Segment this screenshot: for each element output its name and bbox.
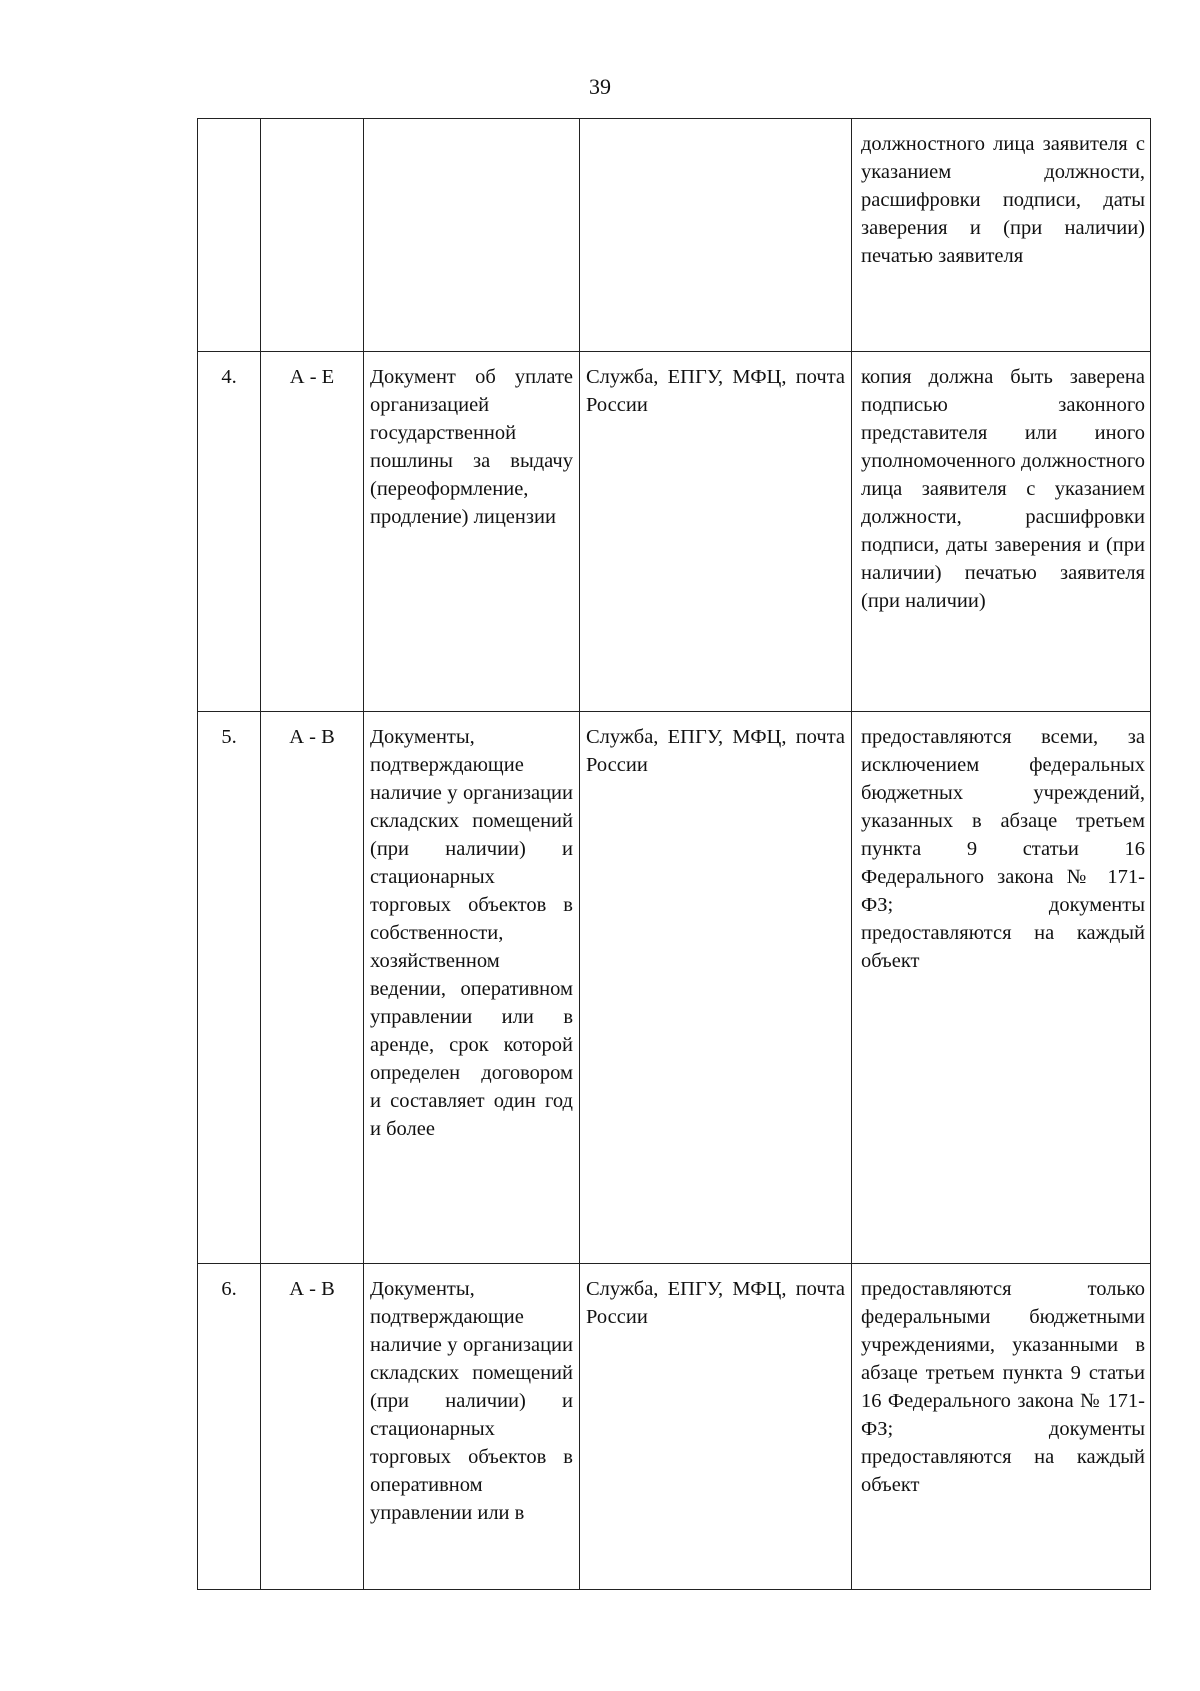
row-number-cell: 4.: [198, 352, 261, 712]
document-name-cell: Документы, подтверждающие наличие у организации складских помещений (при наличии) и стационарных торговых объектов в оперативном управлении или в: [364, 1264, 580, 1590]
note-cell: предоставляются только федеральными бюджетными учреждениями, указанными в абзаце третьем пункта 9 статьи 16 Федерального закона № 171-ФЗ; документы предоставляются на каждый объект: [852, 1264, 1151, 1590]
table-row: [198, 119, 1151, 352]
submission-channel-cell: Служба, ЕПГУ, МФЦ, почта России: [580, 712, 852, 1264]
table-row: [198, 712, 1151, 1264]
category-cell: А - В: [261, 1264, 364, 1590]
table-row: [198, 352, 1151, 712]
note-cell: должностного лица заявителя с указанием должности, расшифровки подписи, даты заверения и (при наличии) печатью заявителя: [852, 119, 1151, 352]
row-number-cell: 5.: [198, 712, 261, 1264]
category-cell: А - В: [261, 712, 364, 1264]
submission-channel-cell: [580, 119, 852, 352]
table-row: [198, 1264, 1151, 1590]
row-number-cell: [198, 119, 261, 352]
submission-channel-cell: Служба, ЕПГУ, МФЦ, почта России: [580, 1264, 852, 1590]
documents-table: [197, 118, 1151, 1590]
category-cell: А - Е: [261, 352, 364, 712]
note-cell: предоставляются всеми, за исключением федеральных бюджетных учреждений, указанных в абзаце третьем пункта 9 статьи 16 Федерального закона № 171-ФЗ; документы предоставляются на каждый объект: [852, 712, 1151, 1264]
document-name-cell: Документ об уплате организацией государственной пошлины за выдачу (переоформление, продление) лицензии: [364, 352, 580, 712]
row-number-cell: 6.: [198, 1264, 261, 1590]
document-name-cell: [364, 119, 580, 352]
note-cell: копия должна быть заверена подписью законного представителя или иного уполномоченного должностного лица заявителя с указанием должности, расшифровки подписи, даты заверения и (при наличии) печатью заявителя (при наличии): [852, 352, 1151, 712]
page-number: 39: [589, 74, 611, 99]
submission-channel-cell: Служба, ЕПГУ, МФЦ, почта России: [580, 352, 852, 712]
document-name-cell: Документы, подтверждающие наличие у организации складских помещений (при наличии) и стационарных торговых объектов в собственности, хозяйственном ведении, оперативном управлении или в аренде, срок которой определен договором и составляет один год и более: [364, 712, 580, 1264]
category-cell: [261, 119, 364, 352]
